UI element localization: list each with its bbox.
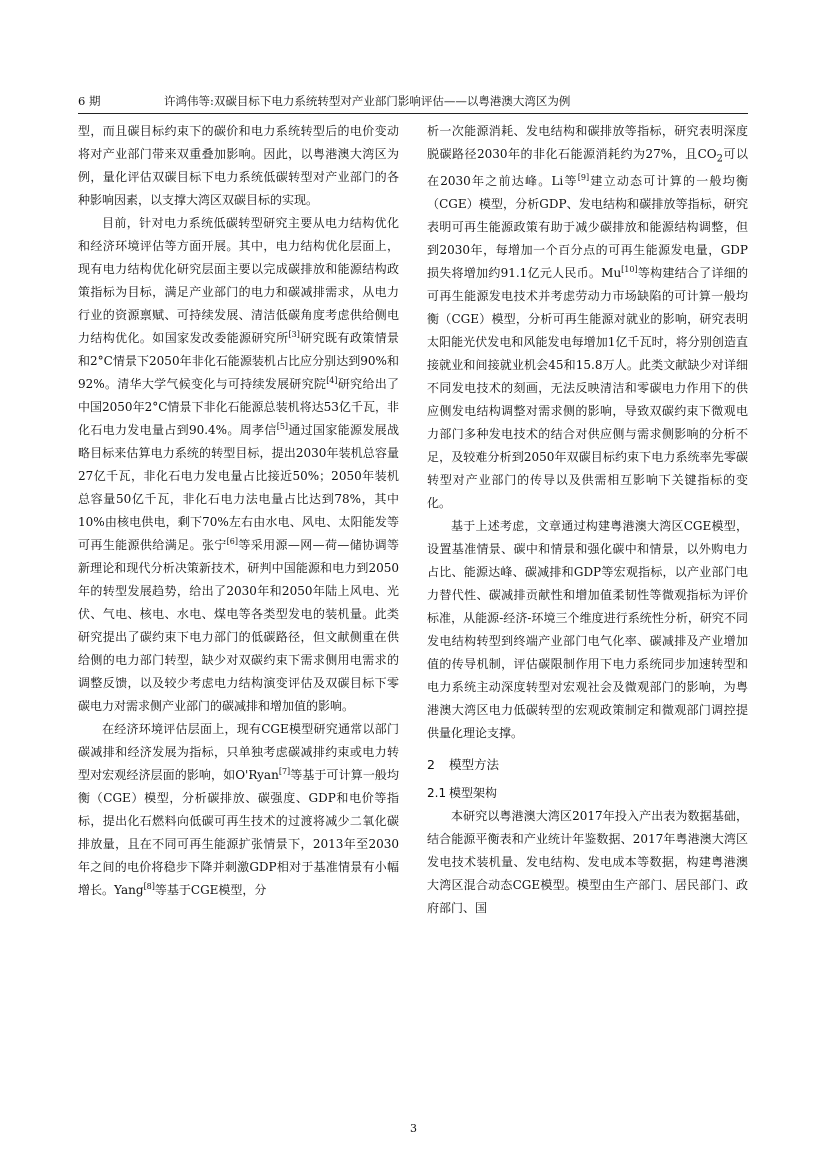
page-number: 3 bbox=[410, 1122, 417, 1135]
citation: [6] bbox=[226, 537, 238, 546]
text-run: 等基于CGE模型，分 bbox=[154, 883, 267, 897]
section-number: 2 bbox=[427, 757, 435, 773]
paragraph bbox=[427, 120, 748, 515]
citation: [5] bbox=[276, 422, 289, 431]
citation: [10] bbox=[621, 265, 638, 275]
subsection-heading bbox=[427, 782, 748, 805]
citation: [7] bbox=[278, 767, 291, 776]
subsection-number: 2.1 bbox=[427, 786, 447, 801]
section-title: 模型方法 bbox=[449, 757, 500, 773]
text-run: 等采用源—网—荷—储协调等新理论和现代分析决策新技术，研判中国能源和电力到2050年的转型发展趋势，给出了2030年和2050年陆上风电、光伏、气电、核电、水电、煤电等各类型发电的装机量。此类研究提出了碳约束下电力部门的低碳路径，但文献侧重在供给侧的电力部门转型，缺少对双碳约束下需求侧用电需求的调整反馈，以及较少考虑电力结构演变评估及双碳目标下零碳电力对需求侧产业部门的碳减排和增加值的影响。 bbox=[78, 538, 399, 713]
right-column bbox=[427, 120, 748, 920]
text-run: 研究给出了中国2050年2°C情景下非化石能源总装机将达53亿千瓦，非化石电力发电量占到90.4%。周孝信 bbox=[78, 377, 399, 437]
paragraph bbox=[78, 718, 399, 902]
section-heading bbox=[427, 753, 748, 776]
paragraph: 本研究以粤港澳大湾区2017年投入产出表为数据基础，结合能源平衡表和产业统计年鉴数据、2017年粤港澳大湾区发电技术装机量、发电结构、发电成本等数据，构建粤港澳大湾区混合动态CGE模型。模型由生产部门、居民部门、政府部门、国 bbox=[427, 809, 748, 916]
issue-number: 6 期 bbox=[78, 94, 101, 108]
header-rule bbox=[78, 113, 748, 114]
paragraph bbox=[78, 212, 399, 718]
running-header bbox=[78, 92, 748, 110]
text-run: 建立动态可计算的一般均衡（CGE）模型，分析GDP、发电结构和碳排放等指标，研究表明可再生能源政策有助于减少碳排放和能源结构调整，但到2030年，每增加一个百分点的可再生能源发电量，GDP损失将增加约91.1亿元人民币。Mu bbox=[427, 174, 748, 281]
paragraph: 基于上述考虑，文章通过构建粤港澳大湾区CGE模型，设置基准情景、碳中和情景和强化碳中和情景，以外购电力占比、能源达峰、碳减排和GDP等宏观指标，以产业部门电力替代性、碳减排贡献性和增加值柔韧性等微观指标为评价标准，从能源-经济-环境三个维度进行系统性分析，研究不同发电结构转型到终端产业部门电气化率、碳减排及产业增加值的传导机制，评估碳限制作用下电力系统同步加速转型和电力系统主动深度转型对宏观社会及微观部门的影响，为粤港澳大湾区电力低碳转型的宏观政策制定和微观部门调控提供量化理论支撑。 bbox=[427, 519, 748, 741]
text-run: 研究既有政策情景和2°C情景下2050年非化石能源装机占比应分别达到90%和92%。清华大学气候变化与可持续发展研究院 bbox=[78, 331, 399, 391]
subsection-title: 模型架构 bbox=[449, 786, 498, 801]
text-run: 在经济环境评估层面上，现有CGE模型研究通常以部门碳减排和经济发展为指标，只单独考虑碳减排约束或电力转型对宏观经济层面的影响，如O'Ryan bbox=[78, 722, 399, 782]
text-run: 可以在2030年之前达峰。Li等 bbox=[427, 147, 748, 189]
subscript: 2 bbox=[716, 153, 723, 165]
citation: [4] bbox=[326, 376, 338, 385]
text-run: 等构建结合了详细的可再生能源发电技术并考虑劳动力市场缺陷的可计算一般均衡（CGE）模型，分析可再生能源对就业的影响，研究表明太阳能光伏发电和风能发电每增加1亿千瓦时，将分别创造直接就业和间接就业机会45和15.8万人。此类文献缺少对详细不同发电技术的刻画，无法反映清洁和零碳电力作用下的供应侧发电结构调整对需求侧的影响，导致双碳约束下微观电力部门多种发电技术的结合对供应侧与需求侧影响的分析不足，及较难分析到2050年双碳目标约束下电力系统率先零碳转型对产业部门的传导以及供需相互影响下关键指标的变化。 bbox=[427, 266, 748, 511]
citation: [9] bbox=[577, 173, 590, 183]
text-run: 目前，针对电力系统低碳转型研究主要从电力结构优化和经济环境评估等方面开展。其中，电力结构优化层面上，现有电力结构优化研究层面主要以完成碳排放和能源结构政策指标为目标，满足产业部门的电力和碳减排需求，从电力行业的资源禀赋、可持续发展、清洁低碳角度考虑供给侧电力结构优化。如国家发改委能源研究所 bbox=[78, 216, 399, 345]
running-title: 许鸿伟等:双碳目标下电力系统转型对产业部门影响评估——以粤港澳大湾区为例 bbox=[164, 94, 571, 108]
citation: [8] bbox=[143, 882, 155, 891]
text-run: 等基于可计算一般均衡（CGE）模型，分析碳排放、碳强度、GDP和电价等指标，提出化石燃料向低碳可再生技术的过渡将减少二氧化碳排放量，且在不同可再生能源扩张情景下，2013年至2030年之间的电价将稳步下降并刺激GDP相对于基准情景有小幅增长。Yang bbox=[78, 768, 399, 897]
left-column bbox=[78, 120, 399, 902]
text-run: 析一次能源消耗、发电结构和碳排放等指标，研究表明深度脱碳路径2030年的非化石能源消耗约为27%，且CO bbox=[427, 124, 748, 161]
citation: [3] bbox=[288, 330, 300, 339]
text-run: 通过国家能源发展战略目标来估算电力系统的转型目标，提出2030年装机总容量27亿千瓦，非化石电力发电量占比接近50%；2050年装机总容量50亿千瓦，非化石电力法电量占比达到78%，其中10%由核电供电，剩下70%左右由水电、风电、太阳能发等可再生能源供给满足。张宁 bbox=[78, 423, 399, 552]
paragraph: 型，而且碳目标约束下的碳价和电力系统转型后的电价变动将对产业部门带来双重叠加影响。因此，以粤港澳大湾区为例，量化评估双碳目标下电力系统低碳转型对产业部门的各种影响因素，以支撑大湾区双碳目标的实现。 bbox=[78, 124, 399, 207]
